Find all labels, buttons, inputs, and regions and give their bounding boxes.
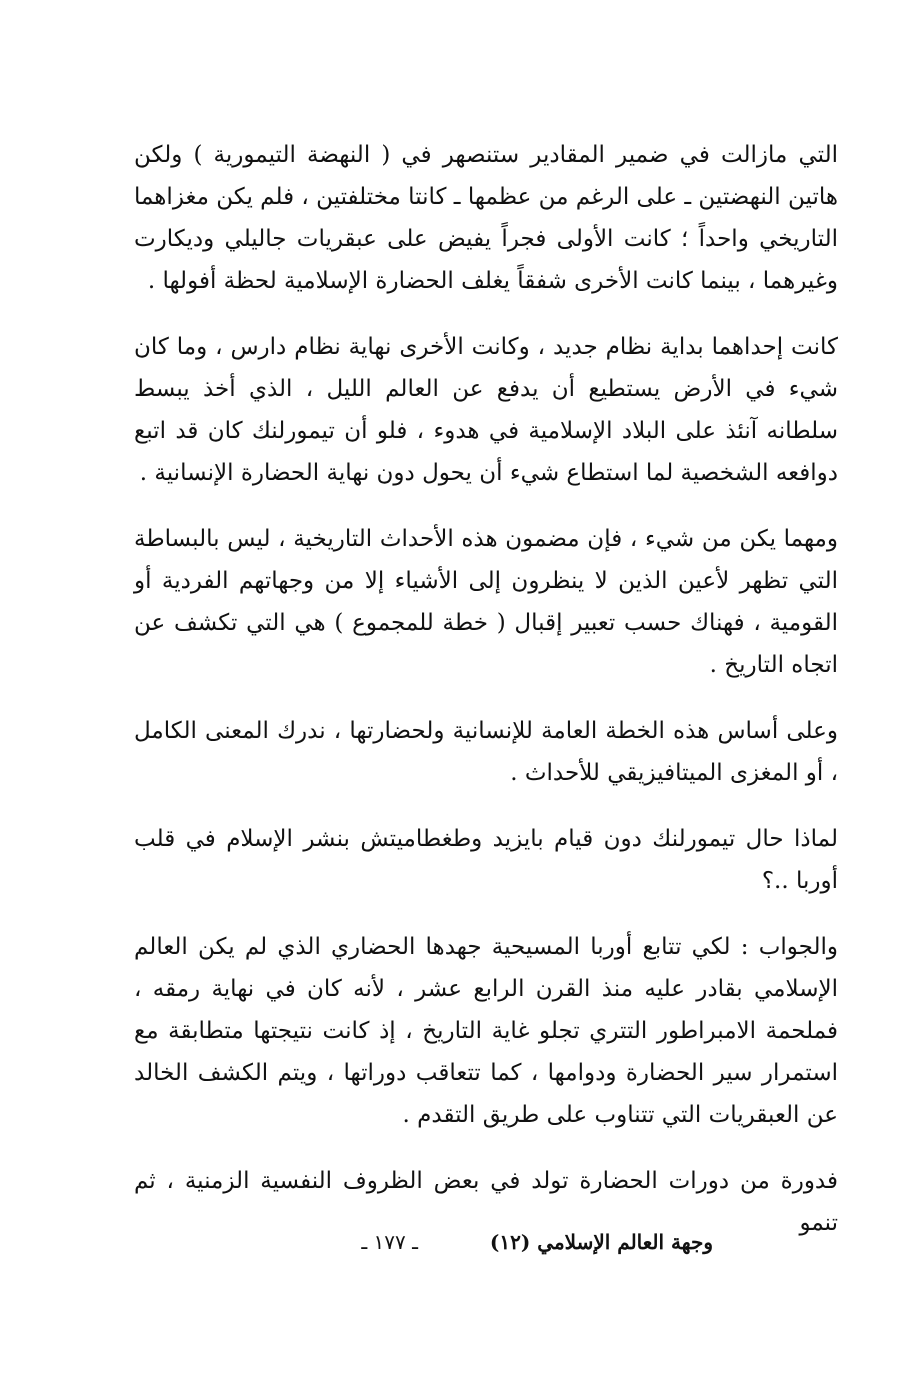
paragraph: وعلى أساس هذه الخطة العامة للإنسانية ولحضارتها ، ندرك المعنى الكامل ، أو المغزى الميتافيزيقي للأحداث . (134, 718, 838, 786)
page-number: ـ ١٧٧ ـ (361, 1230, 418, 1254)
paragraph: ومهما يكن من شيء ، فإن مضمون هذه الأحداث التاريخية ، ليس بالبساطة التي تظهر لأعين الذين لا ينظرون إلى الأشياء إلا من وجهاتهم الفردية أو القومية ، فهناك حسب تعبير إقبال ( خطة للمجموع ) هي التي تكشف عن اتجاه التاريخ . (134, 526, 838, 678)
paragraph: والجواب : لكي تتابع أوربا المسيحية جهدها الحضاري الذي لم يكن العالم الإسلامي بقادر عليه منذ القرن الرابع عشر ، لأنه كان في نهاية رمقه ، فملحمة الامبراطور التتري تجلو غاية التاريخ ، إذ كانت نتيجتها متطابقة مع استمرار سير الحضارة ودوامها ، كما تتعاقب دوراتها ، ويتم الكشف الخالد عن العبقريات التي تتناوب على طريق التقدم . (134, 934, 838, 1128)
paragraph: فدورة من دورات الحضارة تولد في بعض الظروف النفسية الزمنية ، ثم تنمو (134, 1168, 838, 1236)
book-title: وجهة العالم الإسلامي (١٢) (489, 1230, 713, 1254)
page-body (134, 134, 838, 1268)
page-footer (134, 1222, 838, 1262)
paragraph: التي مازالت في ضمير المقادير ستنصهر في ( النهضة التيمورية ) ولكن هاتين النهضتين ـ على الرغم من عظمها ـ كانتا مختلفتين ، فلم يكن مغزاهما التاريخي واحداً ؛ كانت الأولى فجراً يفيض على عبقريات جاليلي وديكارت وغيرهما ، بينما كانت الأخرى شفقاً يغلف الحضارة الإسلامية لحظة أفولها . (134, 142, 838, 294)
paragraph: لماذا حال تيمورلنك دون قيام بايزيد وطغطاميتش بنشر الإسلام في قلب أوربا ..؟ (134, 826, 838, 894)
paragraph: كانت إحداهما بداية نظام جديد ، وكانت الأخرى نهاية نظام دارس ، وما كان شيء في الأرض يستطيع أن يدفع عن العالم الليل ، الذي أخذ يبسط سلطانه آنئذ على البلاد الإسلامية في هدوء ، فلو أن تيمورلنك كان قد اتبع دوافعه الشخصية لما استطاع شيء أن يحول دون نهاية الحضارة الإنسانية . (134, 334, 838, 486)
